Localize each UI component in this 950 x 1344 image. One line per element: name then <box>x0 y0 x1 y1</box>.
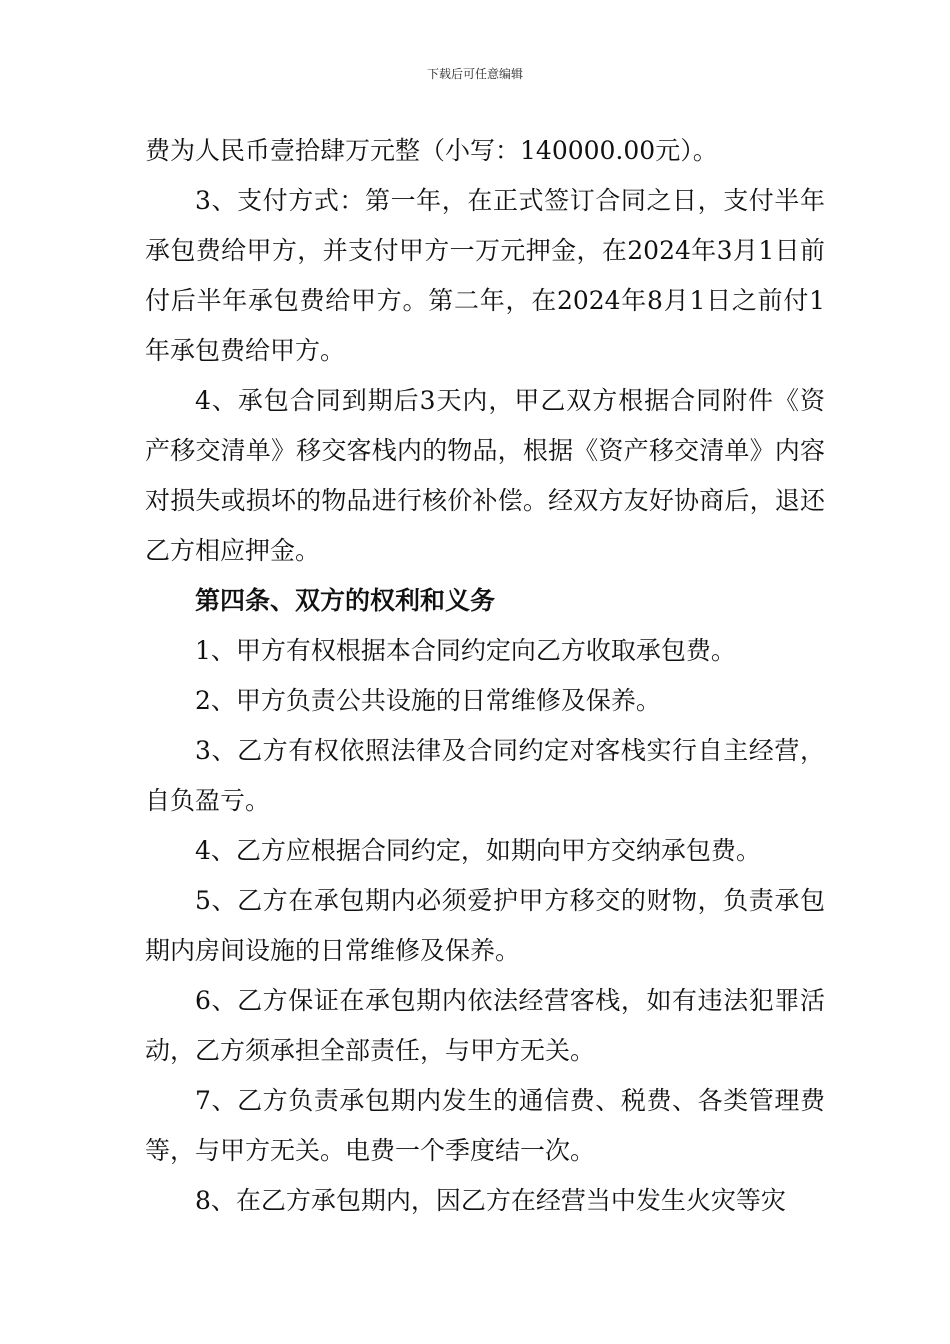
paragraph-clause-7: 7、乙方负责承包期内发生的通信费、税费、各类管理费等，与甲方无关。电费一个季度结一次。 <box>145 1086 825 1165</box>
paragraph-payment-method: 3、支付方式：第一年，在正式签订合同之日，支付半年承包费给甲方，并支付甲方一万元押金，在2024年3月1日前付后半年承包费给甲方。第二年，在2024年8月1日之前付1年承包费给甲方。 <box>145 186 825 365</box>
paragraph-clause-1: 1、甲方有权根据本合同约定向乙方收取承包费。 <box>195 636 736 665</box>
paragraph-clause-5: 5、乙方在承包期内必须爱护甲方移交的财物，负责承包期内房间设施的日常维修及保养。 <box>145 886 825 965</box>
paragraph-fee-continuation: 费为人民币壹拾肆万元整（小写：140000.00元）。 <box>145 136 718 165</box>
paragraph-contract-expiry: 4、承包合同到期后3天内，甲乙双方根据合同附件《资产移交清单》移交客栈内的物品，根据《资产移交清单》内容对损失或损坏的物品进行核价补偿。经双方友好协商后，退还乙方相应押金。 <box>145 386 825 565</box>
page-header: 下载后可任意编辑 <box>426 67 523 81</box>
paragraph-clause-4: 4、乙方应根据合同约定，如期向甲方交纳承包费。 <box>195 836 761 865</box>
paragraph-clause-2: 2、甲方负责公共设施的日常维修及保养。 <box>195 686 661 715</box>
paragraph-clause-8: 8、在乙方承包期内，因乙方在经营当中发生火灾等灾 <box>195 1186 786 1215</box>
paragraph-clause-3: 3、乙方有权依照法律及合同约定对客栈实行自主经营，自负盈亏。 <box>145 736 825 815</box>
document-body <box>145 126 825 1226</box>
paragraph-clause-6: 6、乙方保证在承包期内依法经营客栈，如有违法犯罪活动，乙方须承担全部责任，与甲方无关。 <box>145 986 825 1065</box>
section-heading-rights-obligations: 第四条、双方的权利和义务 <box>195 586 496 615</box>
